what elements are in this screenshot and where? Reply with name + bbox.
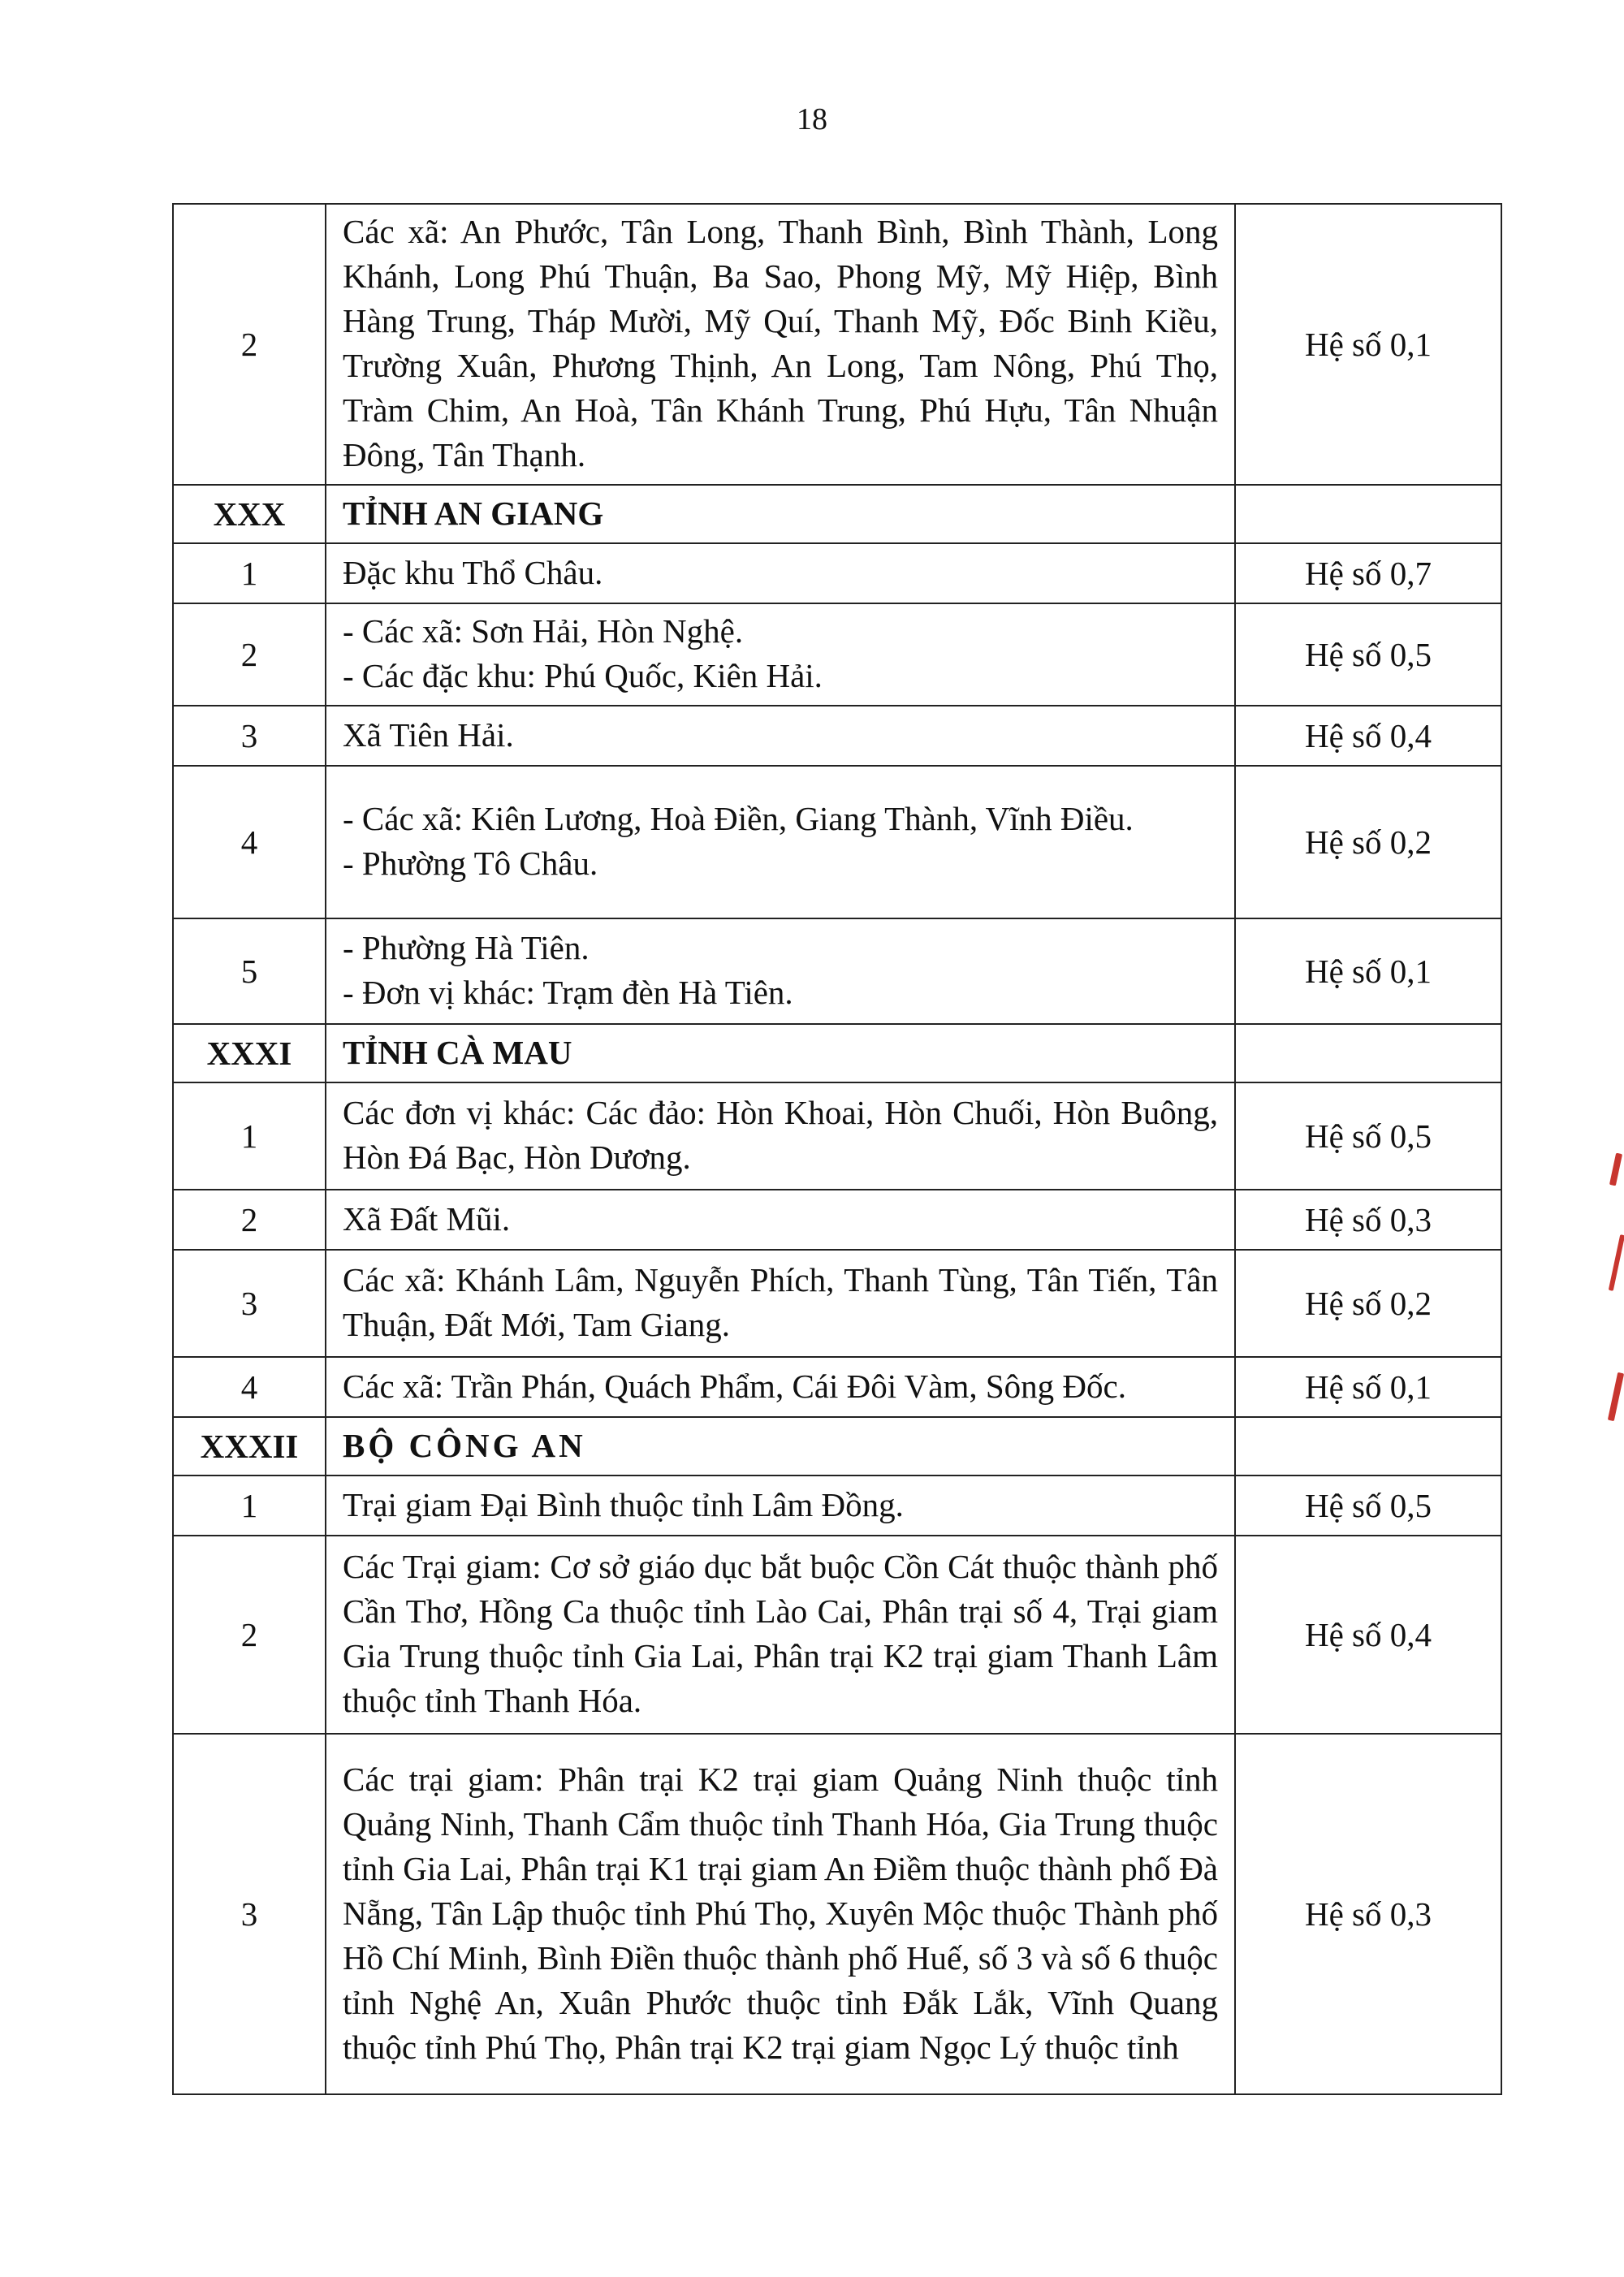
- coefficient-value: Hệ số 0,3: [1235, 1734, 1501, 2094]
- row-number: 1: [173, 1082, 326, 1190]
- coefficient-value: Hệ số 0,5: [1235, 1082, 1501, 1190]
- coefficient-value: [1235, 485, 1501, 543]
- coefficient-value: Hệ số 0,1: [1235, 1357, 1501, 1417]
- description-line: Các xã: Trần Phán, Quách Phẩm, Cái Đôi Vàm, Sông Đốc.: [343, 1367, 1126, 1405]
- area-description: [326, 603, 1235, 706]
- area-description: [326, 1536, 1235, 1734]
- row-number: 1: [173, 543, 326, 603]
- row-number: 2: [173, 204, 326, 485]
- area-description: [326, 1357, 1235, 1417]
- description-line: Các xã: Khánh Lâm, Nguyễn Phích, Thanh Tùng, Tân Tiến, Tân Thuận, Đất Mới, Tam Giang.: [343, 1261, 1218, 1343]
- table-row: [173, 603, 1501, 706]
- row-number: 2: [173, 1536, 326, 1734]
- table-row: [173, 1250, 1501, 1357]
- coefficient-value: Hệ số 0,1: [1235, 918, 1501, 1024]
- description-line: Xã Tiên Hải.: [343, 715, 514, 754]
- area-description: [326, 766, 1235, 918]
- description-line: - Các xã: Sơn Hải, Hòn Nghệ.: [343, 612, 744, 650]
- section-header-row: [173, 1417, 1501, 1476]
- description-line: - Các xã: Kiên Lương, Hoà Điền, Giang Thành, Vĩnh Điều.: [343, 800, 1134, 837]
- row-number: 3: [173, 706, 326, 766]
- description-line: Các đơn vị khác: Các đảo: Hòn Khoai, Hòn Chuối, Hòn Buông, Hòn Đá Bạc, Hòn Dương.: [343, 1094, 1218, 1176]
- area-description: [326, 1250, 1235, 1357]
- table-row: [173, 918, 1501, 1024]
- row-number: 2: [173, 1190, 326, 1250]
- table-row: [173, 1476, 1501, 1536]
- description-line: Các trại giam: Phân trại K2 trại giam Quảng Ninh thuộc tỉnh Quảng Ninh, Thanh Cẩm thuộc tỉnh Thanh Hóa, Gia Trung thuộc tỉnh Gia Lai, Phân trại K1 trại giam An Điềm thuộc thành phố Đà Nẵng, Tân Lập thuộc tỉnh Phú Thọ, Xuyên Mộc thuộc Thành phố Hồ Chí Minh, Bình Điền thuộc thành phố Huế, số 3 và số 6 thuộc tỉnh Nghệ An, Xuân Phước thuộc tỉnh Đắk Lắk, Vĩnh Quang thuộc tỉnh Phú Thọ, Phân trại K2 trại giam Ngọc Lý thuộc tỉnh: [343, 1760, 1218, 2066]
- description-line: Các xã: An Phước, Tân Long, Thanh Bình, Bình Thành, Long Khánh, Long Phú Thuận, Ba Sao, Phong Mỹ, Mỹ Hiệp, Bình Hàng Trung, Tháp Mười, Mỹ Quí, Thanh Mỹ, Đốc Binh Kiều, Trường Xuân, Phương Thịnh, An Long, Tam Nông, Phú Thọ, Tràm Chim, An Hoà, Tân Khánh Trung, Phú Hựu, Tân Nhuận Đông, Tân Thạnh.: [343, 213, 1218, 473]
- row-number: 5: [173, 918, 326, 1024]
- section-number: XXX: [173, 485, 326, 543]
- table-row: [173, 1190, 1501, 1250]
- coefficient-value: Hệ số 0,5: [1235, 603, 1501, 706]
- table-row: [173, 706, 1501, 766]
- coefficient-value: Hệ số 0,1: [1235, 204, 1501, 485]
- section-number: XXXII: [173, 1417, 326, 1476]
- coefficient-value: [1235, 1024, 1501, 1082]
- coefficient-value: Hệ số 0,7: [1235, 543, 1501, 603]
- coefficient-value: [1235, 1417, 1501, 1476]
- table-row: [173, 204, 1501, 485]
- section-title: TỈNH AN GIANG: [326, 485, 1235, 543]
- description-line: - Đơn vị khác: Trạm đèn Hà Tiên.: [343, 974, 793, 1011]
- area-description: [326, 918, 1235, 1024]
- area-description: [326, 543, 1235, 603]
- section-title: BỘ CÔNG AN: [326, 1417, 1235, 1476]
- coefficient-value: Hệ số 0,4: [1235, 706, 1501, 766]
- area-description: [326, 1082, 1235, 1190]
- description-line: Xã Đất Mũi.: [343, 1199, 511, 1238]
- coefficient-value: Hệ số 0,5: [1235, 1476, 1501, 1536]
- coefficient-value: Hệ số 0,4: [1235, 1536, 1501, 1734]
- coefficient-value: Hệ số 0,3: [1235, 1190, 1501, 1250]
- coefficient-table: [172, 203, 1502, 2095]
- description-line: Trại giam Đại Bình thuộc tỉnh Lâm Đồng.: [343, 1485, 904, 1523]
- table-row: [173, 766, 1501, 918]
- coefficient-value: Hệ số 0,2: [1235, 766, 1501, 918]
- area-description: [326, 1190, 1235, 1250]
- area-description: [326, 706, 1235, 766]
- description-line: - Phường Hà Tiên.: [343, 929, 590, 966]
- section-header-row: [173, 1024, 1501, 1082]
- table-row: [173, 1734, 1501, 2094]
- area-description: [326, 1476, 1235, 1536]
- row-number: 4: [173, 1357, 326, 1417]
- table-row: [173, 1536, 1501, 1734]
- section-number: XXXI: [173, 1024, 326, 1082]
- area-description: [326, 204, 1235, 485]
- section-title: TỈNH CÀ MAU: [326, 1024, 1235, 1082]
- table-row: [173, 543, 1501, 603]
- row-number: 4: [173, 766, 326, 918]
- coefficient-value: Hệ số 0,2: [1235, 1250, 1501, 1357]
- page-number: 18: [797, 102, 827, 136]
- row-number: 2: [173, 603, 326, 706]
- description-line: - Phường Tô Châu.: [343, 845, 598, 882]
- area-description: [326, 1734, 1235, 2094]
- section-header-row: [173, 485, 1501, 543]
- description-line: - Các đặc khu: Phú Quốc, Kiên Hải.: [343, 657, 823, 694]
- table-row: [173, 1082, 1501, 1190]
- description-line: Các Trại giam: Cơ sở giáo dục bắt buộc Cồn Cát thuộc thành phố Cần Thơ, Hồng Ca thuộc tỉnh Lào Cai, Phân trại số 4, Trại giam Gia Trung thuộc tỉnh Gia Lai, Phân trại K2 trại giam Thanh Lâm thuộc tỉnh Thanh Hóa.: [343, 1548, 1218, 1719]
- row-number: 3: [173, 1250, 326, 1357]
- row-number: 1: [173, 1476, 326, 1536]
- table-row: [173, 1357, 1501, 1417]
- description-line: Đặc khu Thổ Châu.: [343, 553, 603, 591]
- row-number: 3: [173, 1734, 326, 2094]
